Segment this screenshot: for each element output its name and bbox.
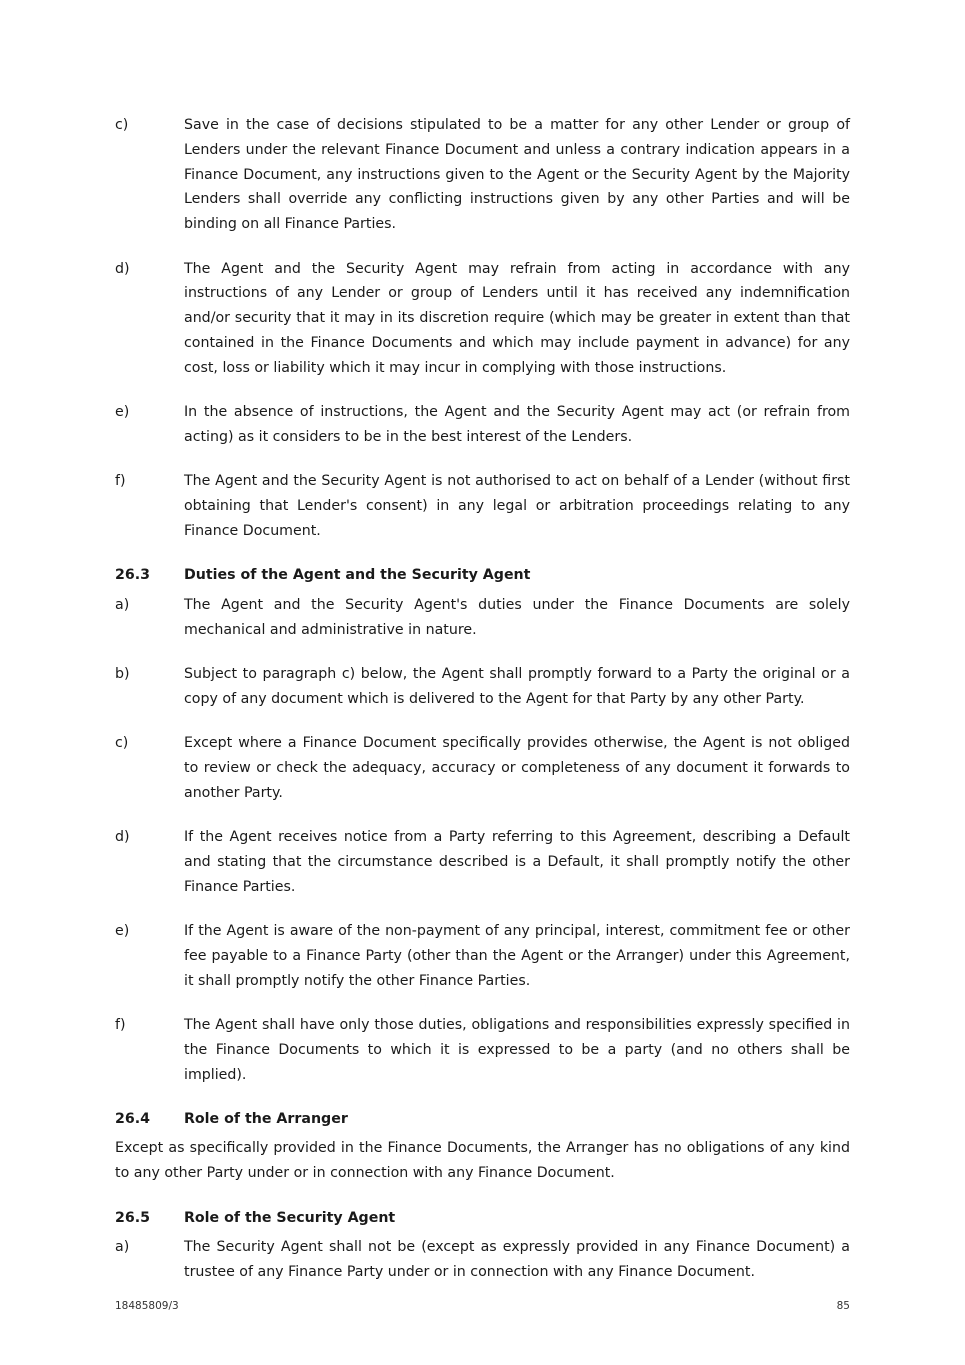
clause-item-text: The Agent and the Security Agent may refrain from acting in accordance with any instructions of any Lender or group of Lenders until it has received any indemnification and/or security that it may in its discretion require (which may be greater in extent than that contained in the Finance Documents and which may include payment in advance) for any cost, loss or liability which it may incur in complying with those instructions. (184, 260, 850, 376)
document-page (115, 113, 850, 1304)
clause-item-d (115, 825, 850, 899)
clause-item-e (115, 919, 850, 993)
clause-item-b (115, 662, 850, 712)
clause-item-e (115, 400, 850, 450)
clause-item-text: The Agent shall have only those duties, obligations and responsibilities expressly specified in the Finance Documents to which it is expressed to be a party (and no others shall be implied). (184, 1017, 850, 1083)
clause-item-f (115, 1013, 850, 1087)
clause-item-label: a) (115, 596, 130, 613)
clause-item-label: e) (115, 923, 130, 940)
clause-item-text: If the Agent receives notice from a Party referring to this Agreement, describing a Default and stating that the circumstance described is a Default, it shall promptly notify the other Finance Parties. (184, 829, 850, 895)
section-title: Role of the Security Agent (184, 1209, 396, 1226)
clause-item-text: The Agent and the Security Agent's duties under the Finance Documents are solely mechanical and administrative in nature. (184, 596, 850, 638)
clause-item-label: e) (115, 404, 130, 421)
clause-item-text: The Agent and the Security Agent is not authorised to act on behalf of a Lender (without first obtaining that Lender's consent) in any legal or arbitration proceedings relating to any Finance Document. (184, 473, 850, 539)
section-heading-26-3 (115, 563, 850, 588)
section-body-text: Except as specifically provided in the Finance Documents, the Arranger has no obligations of any kind to any other Party under or in connection with any Finance Document. (115, 1140, 850, 1182)
footer-doc-ref: 18485809/3 (115, 1300, 179, 1312)
clause-item-label: c) (115, 117, 129, 133)
clause-item-label: d) (115, 260, 130, 277)
section-title: Duties of the Agent and the Security Agent (184, 567, 531, 584)
clause-item-label: d) (115, 829, 130, 846)
section-title: Role of the Arranger (184, 1111, 348, 1128)
section-heading-26-5 (115, 1206, 850, 1231)
clause-item-label: f) (115, 473, 126, 490)
section-number: 26.5 (115, 1209, 151, 1226)
clause-item-a (115, 1235, 850, 1285)
clause-item-a (115, 593, 850, 643)
clause-item-text: If the Agent is aware of the non-payment of any principal, interest, commitment fee or other fee payable to a Finance Party (other than the Agent or the Arranger) under this Agreement, it shall promptly notify the other Finance Parties. (184, 923, 850, 989)
clause-item-text: Save in the case of decisions stipulated to be a matter for any other Lender or group of Lenders under the relevant Finance Document and unless a contrary indication appears in a Finance Document, any instructions given to the Agent or the Security Agent by the Majority Lenders shall override any conflicting instructions given by any other Parties and will be binding on all Finance Parties. (184, 117, 850, 233)
clause-item-text: In the absence of instructions, the Agent and the Security Agent may act (or refrain from acting) as it considers to be in the best interest of the Lenders. (184, 404, 850, 445)
section-number: 26.4 (115, 1111, 151, 1128)
clause-item-label: a) (115, 1239, 130, 1255)
footer-page-number: 85 (836, 1300, 850, 1312)
section-number: 26.3 (115, 567, 151, 584)
clause-item-f (115, 469, 850, 543)
clause-item-text: The Security Agent shall not be (except as expressly provided in any Finance Document) a trustee of any Finance Party under or in connection with any Finance Document. (184, 1239, 850, 1280)
clause-item-label: b) (115, 665, 130, 682)
clause-item-text: Except where a Finance Document specifically provides otherwise, the Agent is not obliged to review or check the adequacy, accuracy or completeness of any document it forwards to another Party. (184, 735, 850, 801)
clause-item-c (115, 731, 850, 805)
clause-item-d (115, 257, 850, 381)
clause-item-c (115, 113, 850, 237)
clause-item-text: Subject to paragraph c) below, the Agent shall promptly forward to a Party the original or a copy of any document which is delivered to the Agent for that Party by any other Party. (184, 665, 850, 707)
clause-item-label: c) (115, 735, 129, 752)
section-heading-26-4 (115, 1107, 850, 1132)
clause-item-label: f) (115, 1017, 126, 1034)
